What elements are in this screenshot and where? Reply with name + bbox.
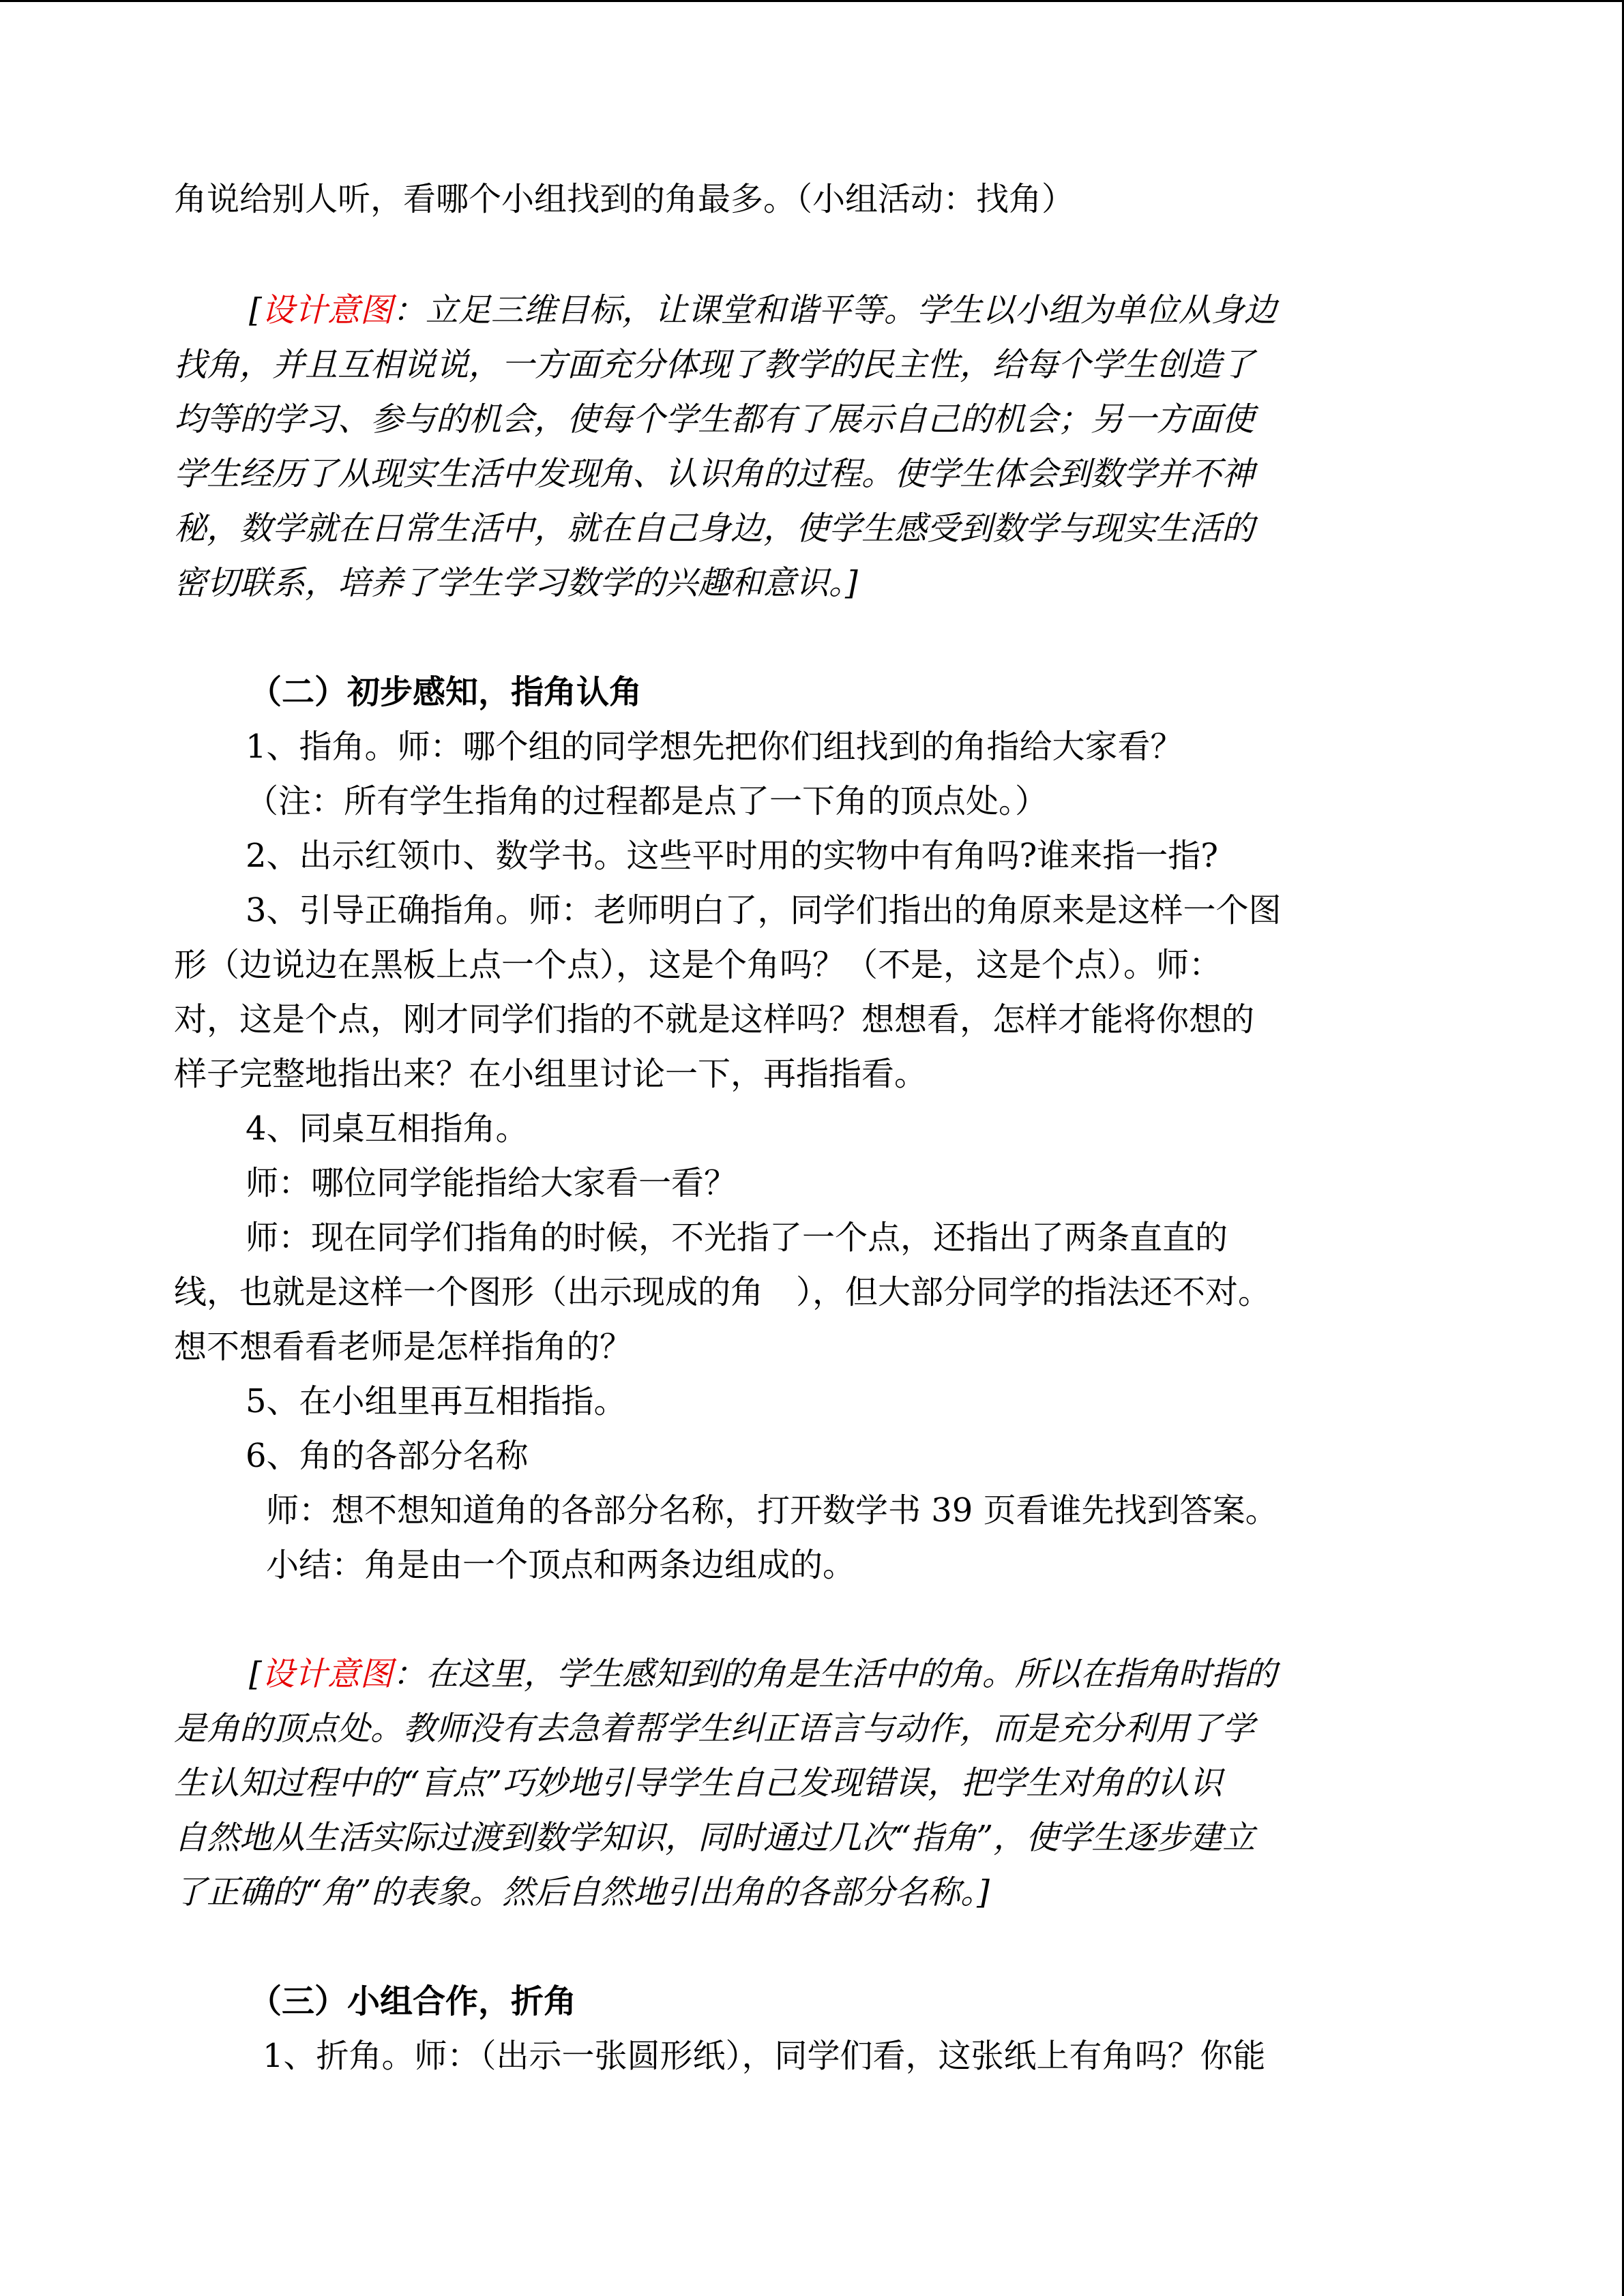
- section-2-heading: （二）初步感知，指角认角: [249, 673, 643, 711]
- design-intent-text: ：在这里，学生感知到的角是生活中的角。所以在指角时指的: [392, 1655, 1277, 1693]
- section-2-line: 6、角的各部分名称: [246, 1437, 529, 1475]
- section-2-line: 小结：角是由一个顶点和两条边组成的。: [266, 1546, 856, 1584]
- design-intent-1-line: 密切联系，培养了学生学习数学的兴趣和意识。]: [174, 564, 858, 602]
- section-2-line: 对，这是个点，刚才同学们指的不就是这样吗？想想看，怎样才能将你想的: [174, 1000, 1255, 1039]
- design-intent-label: 设计意图: [261, 291, 393, 329]
- section-2-line: 形（边说边在黑板上点一个点），这是个角吗？（不是，这是个点）。师：: [174, 946, 1222, 984]
- design-intent-2-line: 自然地从生活实际过渡到数学知识，同时通过几次“指角”，使学生逐步建立: [174, 1819, 1256, 1857]
- design-intent-1-line: 秘，数学就在日常生活中，就在自己身边，使学生感受到数学与现实生活的: [174, 509, 1255, 548]
- section-2-line: 2、出示红领巾、数学书。这些平时用的实物中有角吗?谁来指一指?: [246, 837, 1219, 875]
- design-intent-1-line: 找角，并且互相说说，一方面充分体现了教学的民主性，给每个学生创造了: [174, 346, 1255, 384]
- design-intent-2-first-line: [249, 1647, 1277, 1701]
- section-2-line: 师：想不想知道角的各部分名称，打开数学书 39 页看谁先找到答案。: [266, 1491, 1278, 1530]
- design-intent-text: ：立足三维目标，让课堂和谐平等。学生以小组为单位从身边: [392, 291, 1277, 329]
- section-2-line: 4、同桌互相指角。: [246, 1109, 529, 1148]
- section-2-line: 线，也就是这样一个图形（出示现成的角 ），但大部分同学的指法还不对。: [174, 1273, 1271, 1311]
- section-3-heading: （三）小组合作，折角: [249, 1982, 577, 2021]
- design-intent-2-line: 是角的顶点处。教师没有去急着帮学生纠正语言与动作，而是充分利用了学: [174, 1710, 1255, 1748]
- page-border-top: [0, 0, 1624, 2]
- design-intent-2-line: 生认知过程中的“盲点”巧妙地引导学生自己发现错误，把学生对角的认识: [174, 1764, 1223, 1802]
- section-2-line: （注：所有学生指角的过程都是点了一下角的顶点处。）: [246, 782, 1048, 820]
- design-intent-1-first-line: [249, 283, 1277, 338]
- design-intent-bracket: [: [249, 291, 262, 329]
- section-2-line: 1、指角。师：哪个组的同学想先把你们组找到的角指给大家看？: [246, 728, 1183, 766]
- design-intent-1-line: 学生经历了从现实生活中发现角、认识角的过程。使学生体会到数学并不神: [174, 455, 1255, 493]
- design-intent-1-line: 均等的学习、参与的机会，使每个学生都有了展示自己的机会；另一方面使: [174, 400, 1255, 438]
- design-intent-2-line: 了正确的“角”的表象。然后自然地引出角的各部分名称。]: [174, 1873, 990, 1911]
- section-2-line: 3、引导正确指角。师：老师明白了，同学们指出的角原来是这样一个图: [246, 891, 1282, 929]
- paragraph-line: 角说给别人听，看哪个小组找到的角最多。（小组活动：找角）: [174, 180, 1075, 218]
- section-3-line: 1、折角。师：（出示一张圆形纸），同学们看，这张纸上有角吗？你能: [263, 2037, 1266, 2075]
- design-intent-bracket: [: [249, 1655, 262, 1693]
- section-2-line: 想不想看看老师是怎样指角的？: [174, 1328, 633, 1366]
- section-2-line: 样子完整地指出来？在小组里讨论一下，再指指看。: [174, 1055, 928, 1093]
- design-intent-label: 设计意图: [261, 1655, 393, 1693]
- section-2-line: 师：哪位同学能指给大家看一看？: [246, 1164, 737, 1202]
- section-2-line: 师：现在同学们指角的时候，不光指了一个点，还指出了两条直直的: [246, 1219, 1228, 1257]
- section-2-line: 5、在小组里再互相指指。: [246, 1382, 627, 1420]
